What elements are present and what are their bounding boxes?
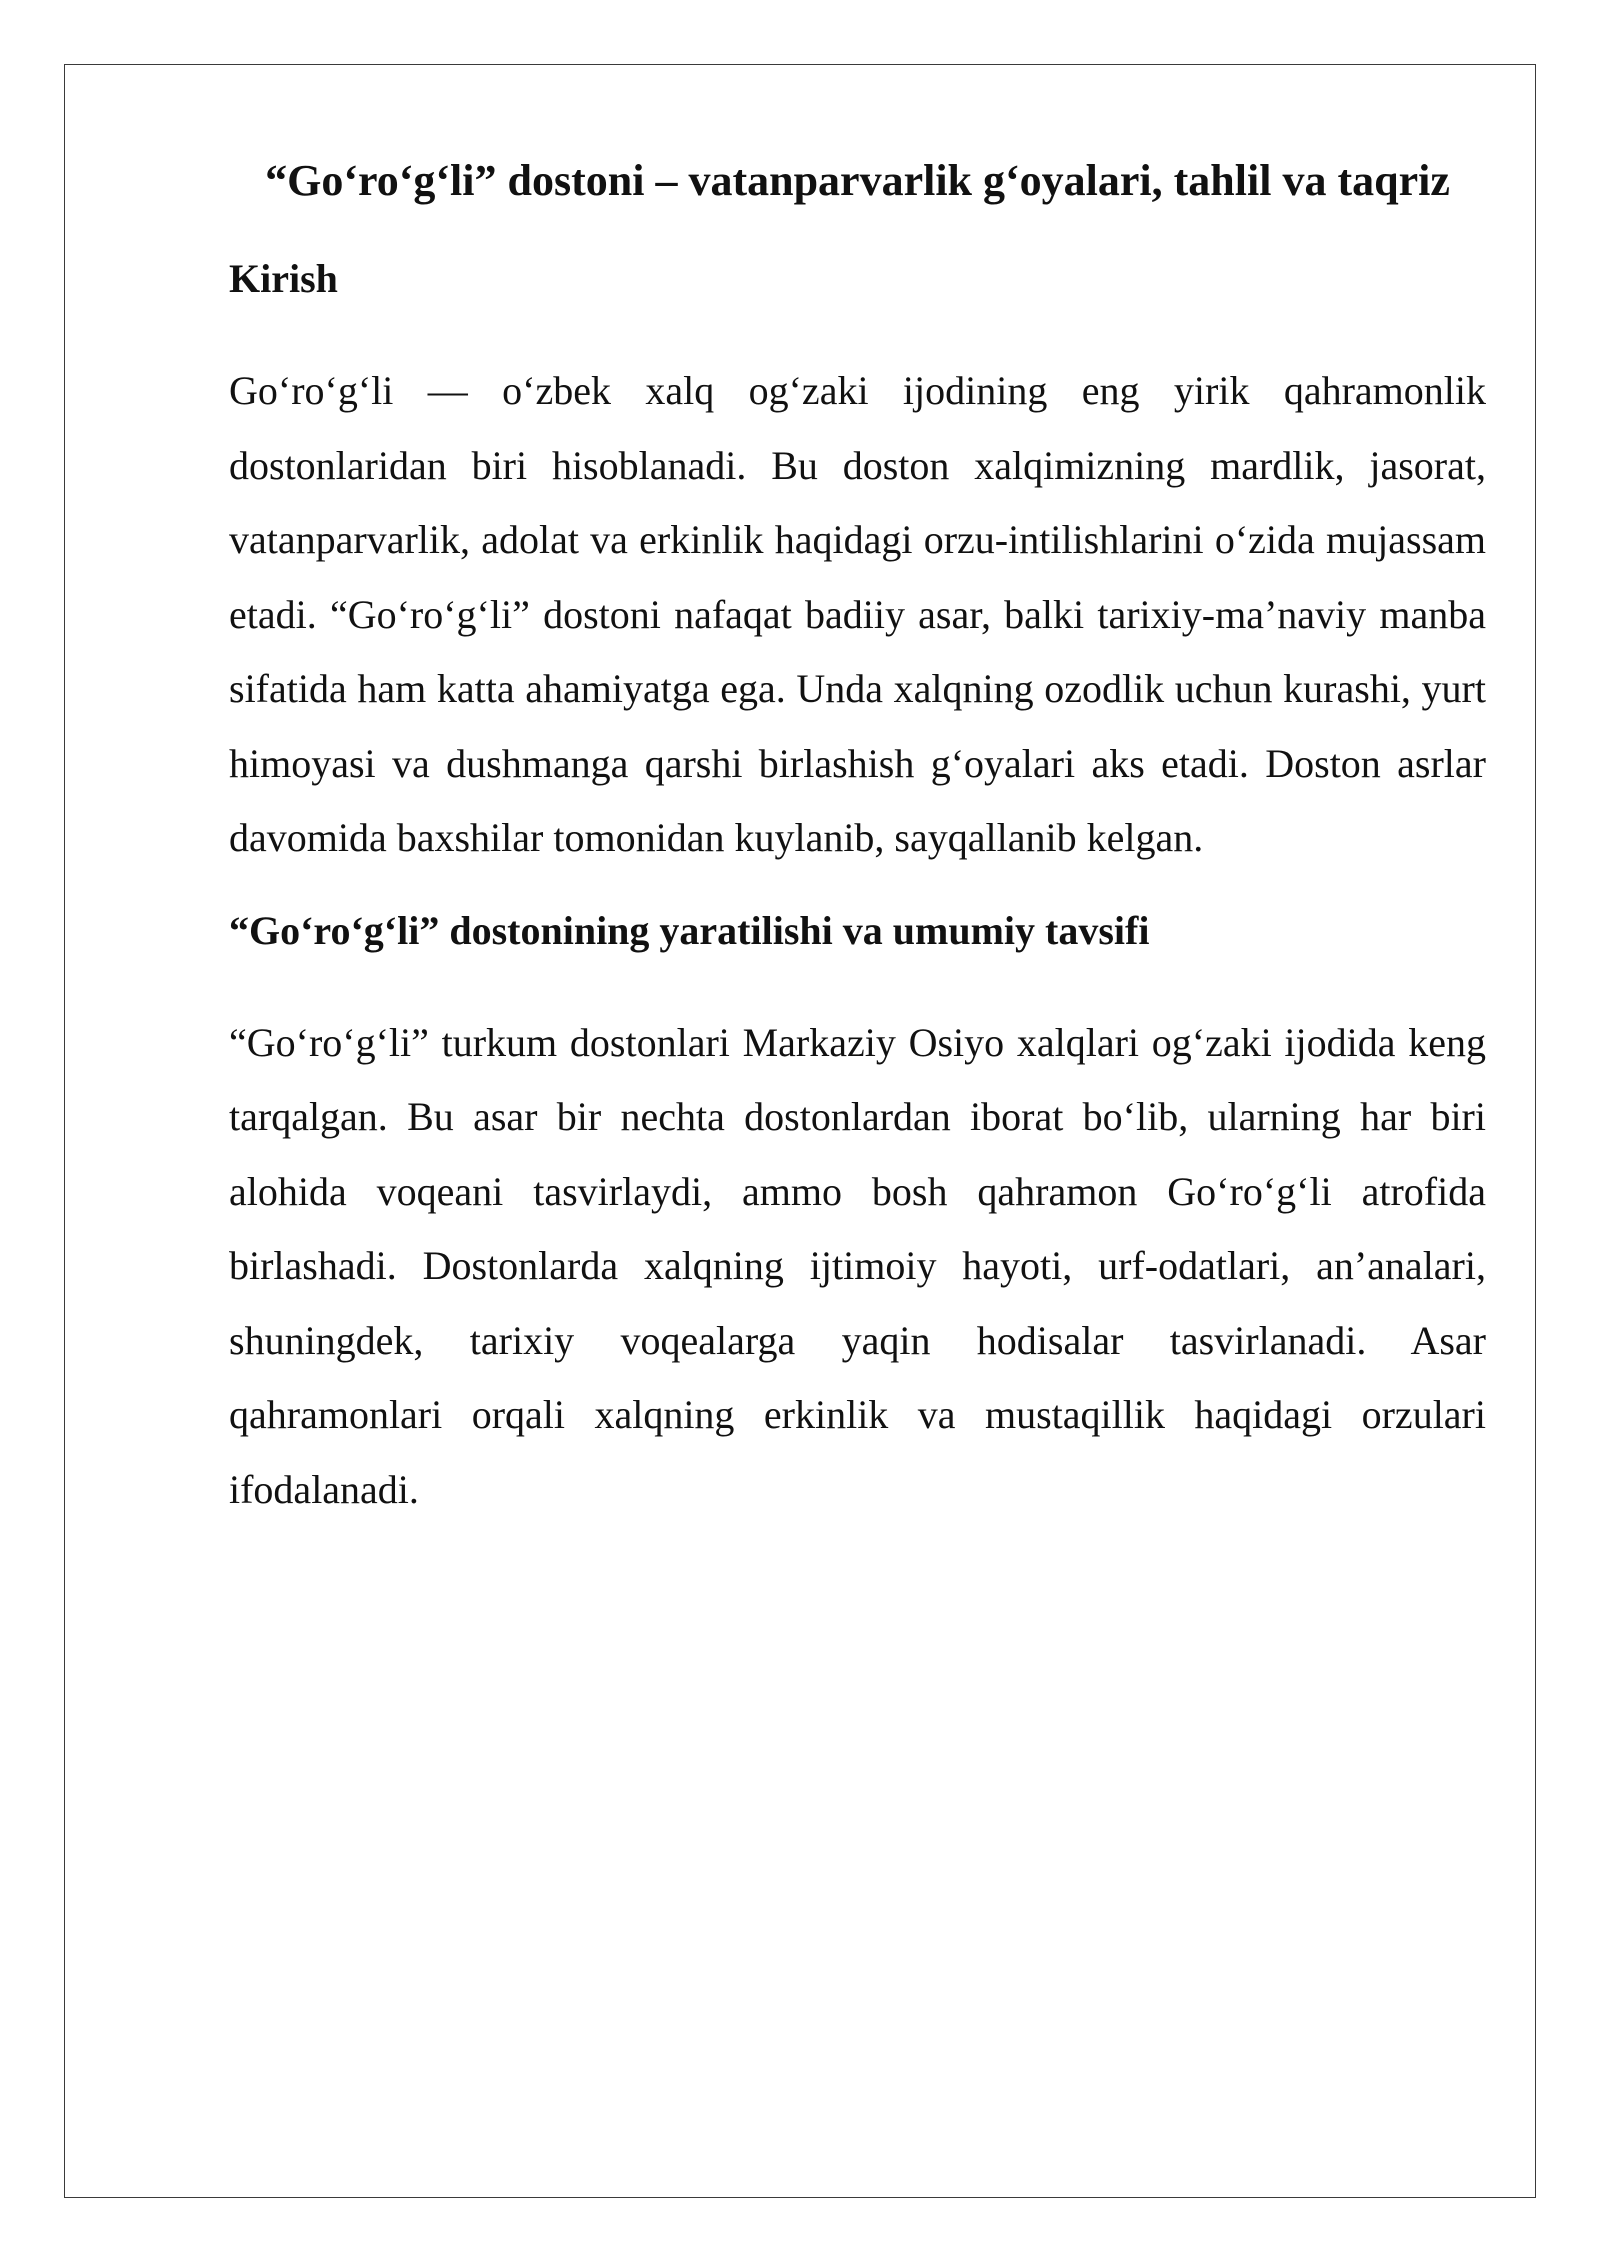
paragraph-kirish: Go‘ro‘g‘li — o‘zbek xalq og‘zaki ijodining eng yirik qahramonlik dostonlaridan biri hisoblanadi. Bu doston xalqimizning mardlik, jasorat, vatanparvarlik, adolat va erkinlik haqidagi orzu-intilishlarini o‘zida mujassam etadi. “Go‘ro‘g‘li” dostoni nafaqat badiiy asar, balki tarixiy-ma’naviy manba sifatida ham katta ahamiyatga ega. Unda xalqning ozodlik uchun kurashi, yurt himoyasi va dushmanga qarshi birlashish g‘oyalari aks etadi. Doston asrlar davomida baxshilar tomonidan kuylanib, sayqallanib kelgan.: [229, 368, 1486, 860]
paragraph-yaratilishi: “Go‘ro‘g‘li” turkum dostonlari Markaziy Osiyo xalqlari og‘zaki ijodida keng tarqalgan. Bu asar bir nechta dostonlardan iborat bo‘lib, ularning har biri alohida voqeani tasvirlaydi, ammo bosh qahramon Go‘ro‘g‘li atrofida birlashadi. Dostonlarda xalqning ijtimoiy hayoti, urf-odatlari, an’analari, shuningdek, tarixiy voqealarga yaqin hodisalar tasvirlanadi. Asar qahramonlari orqali xalqning erkinlik va mustaqillik haqidagi orzulari ifodalanadi.: [229, 1019, 1486, 1512]
section-heading-kirish: Kirish: [229, 256, 338, 301]
document-title: “Go‘ro‘g‘li” dostoni – vatanparvarlik g‘oyalari, tahlil va taqriz: [265, 156, 1450, 205]
section-heading-yaratilishi: “Go‘ro‘g‘li” dostonining yaratilishi va umumiy tavsifi: [229, 907, 1150, 953]
document-body: [229, 140, 1486, 1527]
